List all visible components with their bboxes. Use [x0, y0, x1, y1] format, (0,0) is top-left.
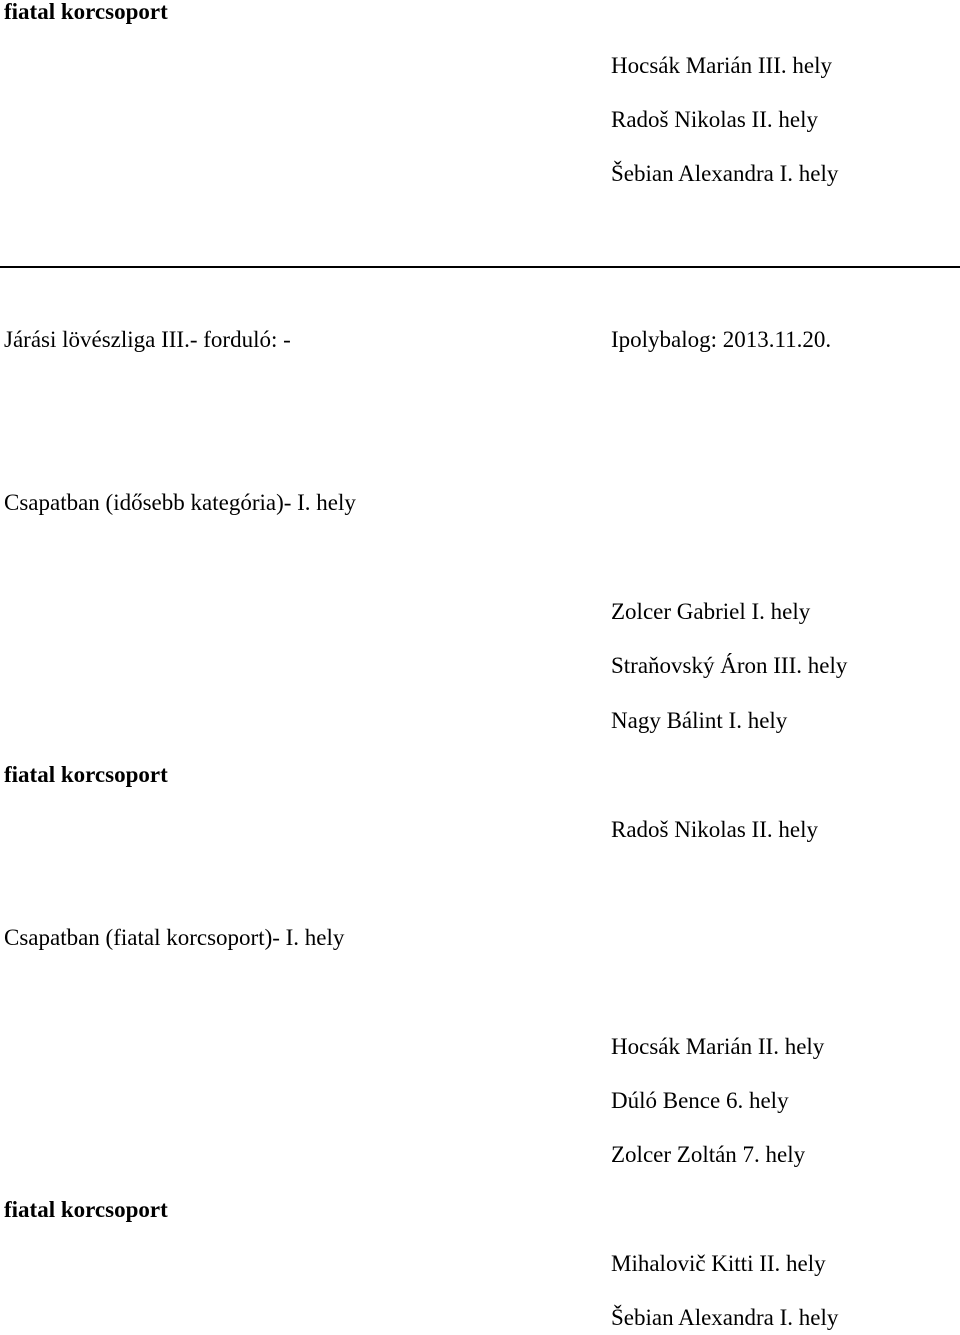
result-entry: Šebian Alexandra I. hely [611, 1305, 839, 1330]
section-heading-fiatal-korcsoport: fiatal korcsoport [4, 0, 168, 24]
event-title: Járási lövészliga III.- forduló: - [4, 327, 291, 352]
section-heading-fiatal-korcsoport: fiatal korcsoport [4, 762, 168, 787]
team-heading-junior: Csapatban (fiatal korcsoport)- I. hely [4, 925, 345, 950]
horizontal-divider [0, 266, 960, 268]
result-entry: Zolcer Zoltán 7. hely [611, 1142, 806, 1167]
team-heading-senior: Csapatban (idősebb kategória)- I. hely [4, 490, 356, 515]
section-heading-fiatal-korcsoport: fiatal korcsoport [4, 1197, 168, 1222]
result-entry: Šebian Alexandra I. hely [611, 161, 839, 186]
result-entry: Hocsák Marián II. hely [611, 1034, 825, 1059]
result-entry: Radoš Nikolas II. hely [611, 817, 818, 842]
result-entry: Nagy Bálint I. hely [611, 708, 788, 733]
result-entry: Mihalovič Kitti II. hely [611, 1251, 826, 1276]
result-entry: Straňovský Áron III. hely [611, 653, 848, 678]
event-location-date: Ipolybalog: 2013.11.20. [611, 327, 832, 352]
result-entry: Radoš Nikolas II. hely [611, 107, 818, 132]
result-entry: Dúló Bence 6. hely [611, 1088, 789, 1113]
result-entry: Hocsák Marián III. hely [611, 53, 832, 78]
result-entry: Zolcer Gabriel I. hely [611, 599, 811, 624]
